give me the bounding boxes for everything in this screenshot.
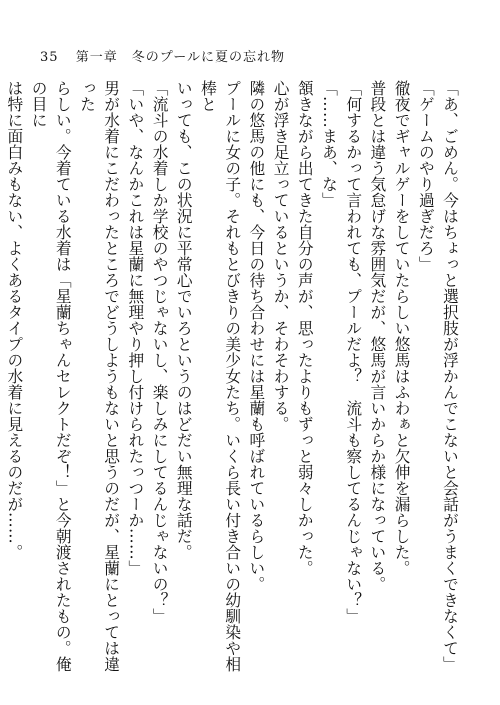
text-line: 「いや、なんかこれは星蘭に無理やり押し付けられたっつーか……」 (126, 80, 146, 576)
page-number: 35 (40, 50, 59, 65)
text-line: 「……まあ、な」 (319, 80, 339, 208)
chapter-title: 第一章 冬のプールに夏の忘れ物 (75, 50, 286, 65)
text-line: は特に面白みもない、よくあるタイプの水着に見えるのだが……。 (5, 80, 25, 560)
text-line: 「ゲームのやり過ぎだろ」 (416, 80, 436, 272)
text-line: 「あ、ごめん。今はちょっと選択肢が浮かんでこないと会話がうまくできなくて」 (441, 80, 460, 672)
running-header (40, 46, 285, 65)
text-line: 男が水着にこだわったところでどうしようもないと思うのだが、星蘭にとっては違った (77, 80, 122, 672)
text-line: プールに女の子。それもとびきりの美少女たち。いくら長い付き合いの幼馴染や相棒と (198, 80, 243, 672)
text-line: 頷きながら出てきた自分の声が、思ったよりもずっと弱々しかった。 (295, 80, 315, 576)
text-line: らしい。今着ている水着は「星蘭ちゃんセレクトだぞ！」と今朝渡されたもの。俺の目に (29, 80, 73, 672)
text-line: 心が浮き足立っているというか、そわそわする。 (271, 80, 291, 432)
text-line: 普段とは違う気怠げな雰囲気だが、悠馬が言いからか様になっている。 (368, 80, 388, 592)
text-line: 徹夜でギャルゲーをしていたらしい悠馬はふわぁと欠伸を漏らした。 (392, 80, 412, 576)
text-line: 「流斗の水着しか学校のやつじゃないし、楽しみにしてるんじゃないの？」 (150, 80, 170, 624)
text-line: 「何するかって言われても、プールだよ？ 流斗も察してるんじゃない？」 (344, 80, 364, 624)
vertical-body-text (5, 80, 462, 680)
text-line: 隣の悠馬の他にも、今日の待ち合わせには星蘭も呼ばれているらしい。 (247, 80, 267, 592)
text-line: いっても、この状況に平常心でいろというのはどだい無理な話だ。 (174, 80, 194, 560)
